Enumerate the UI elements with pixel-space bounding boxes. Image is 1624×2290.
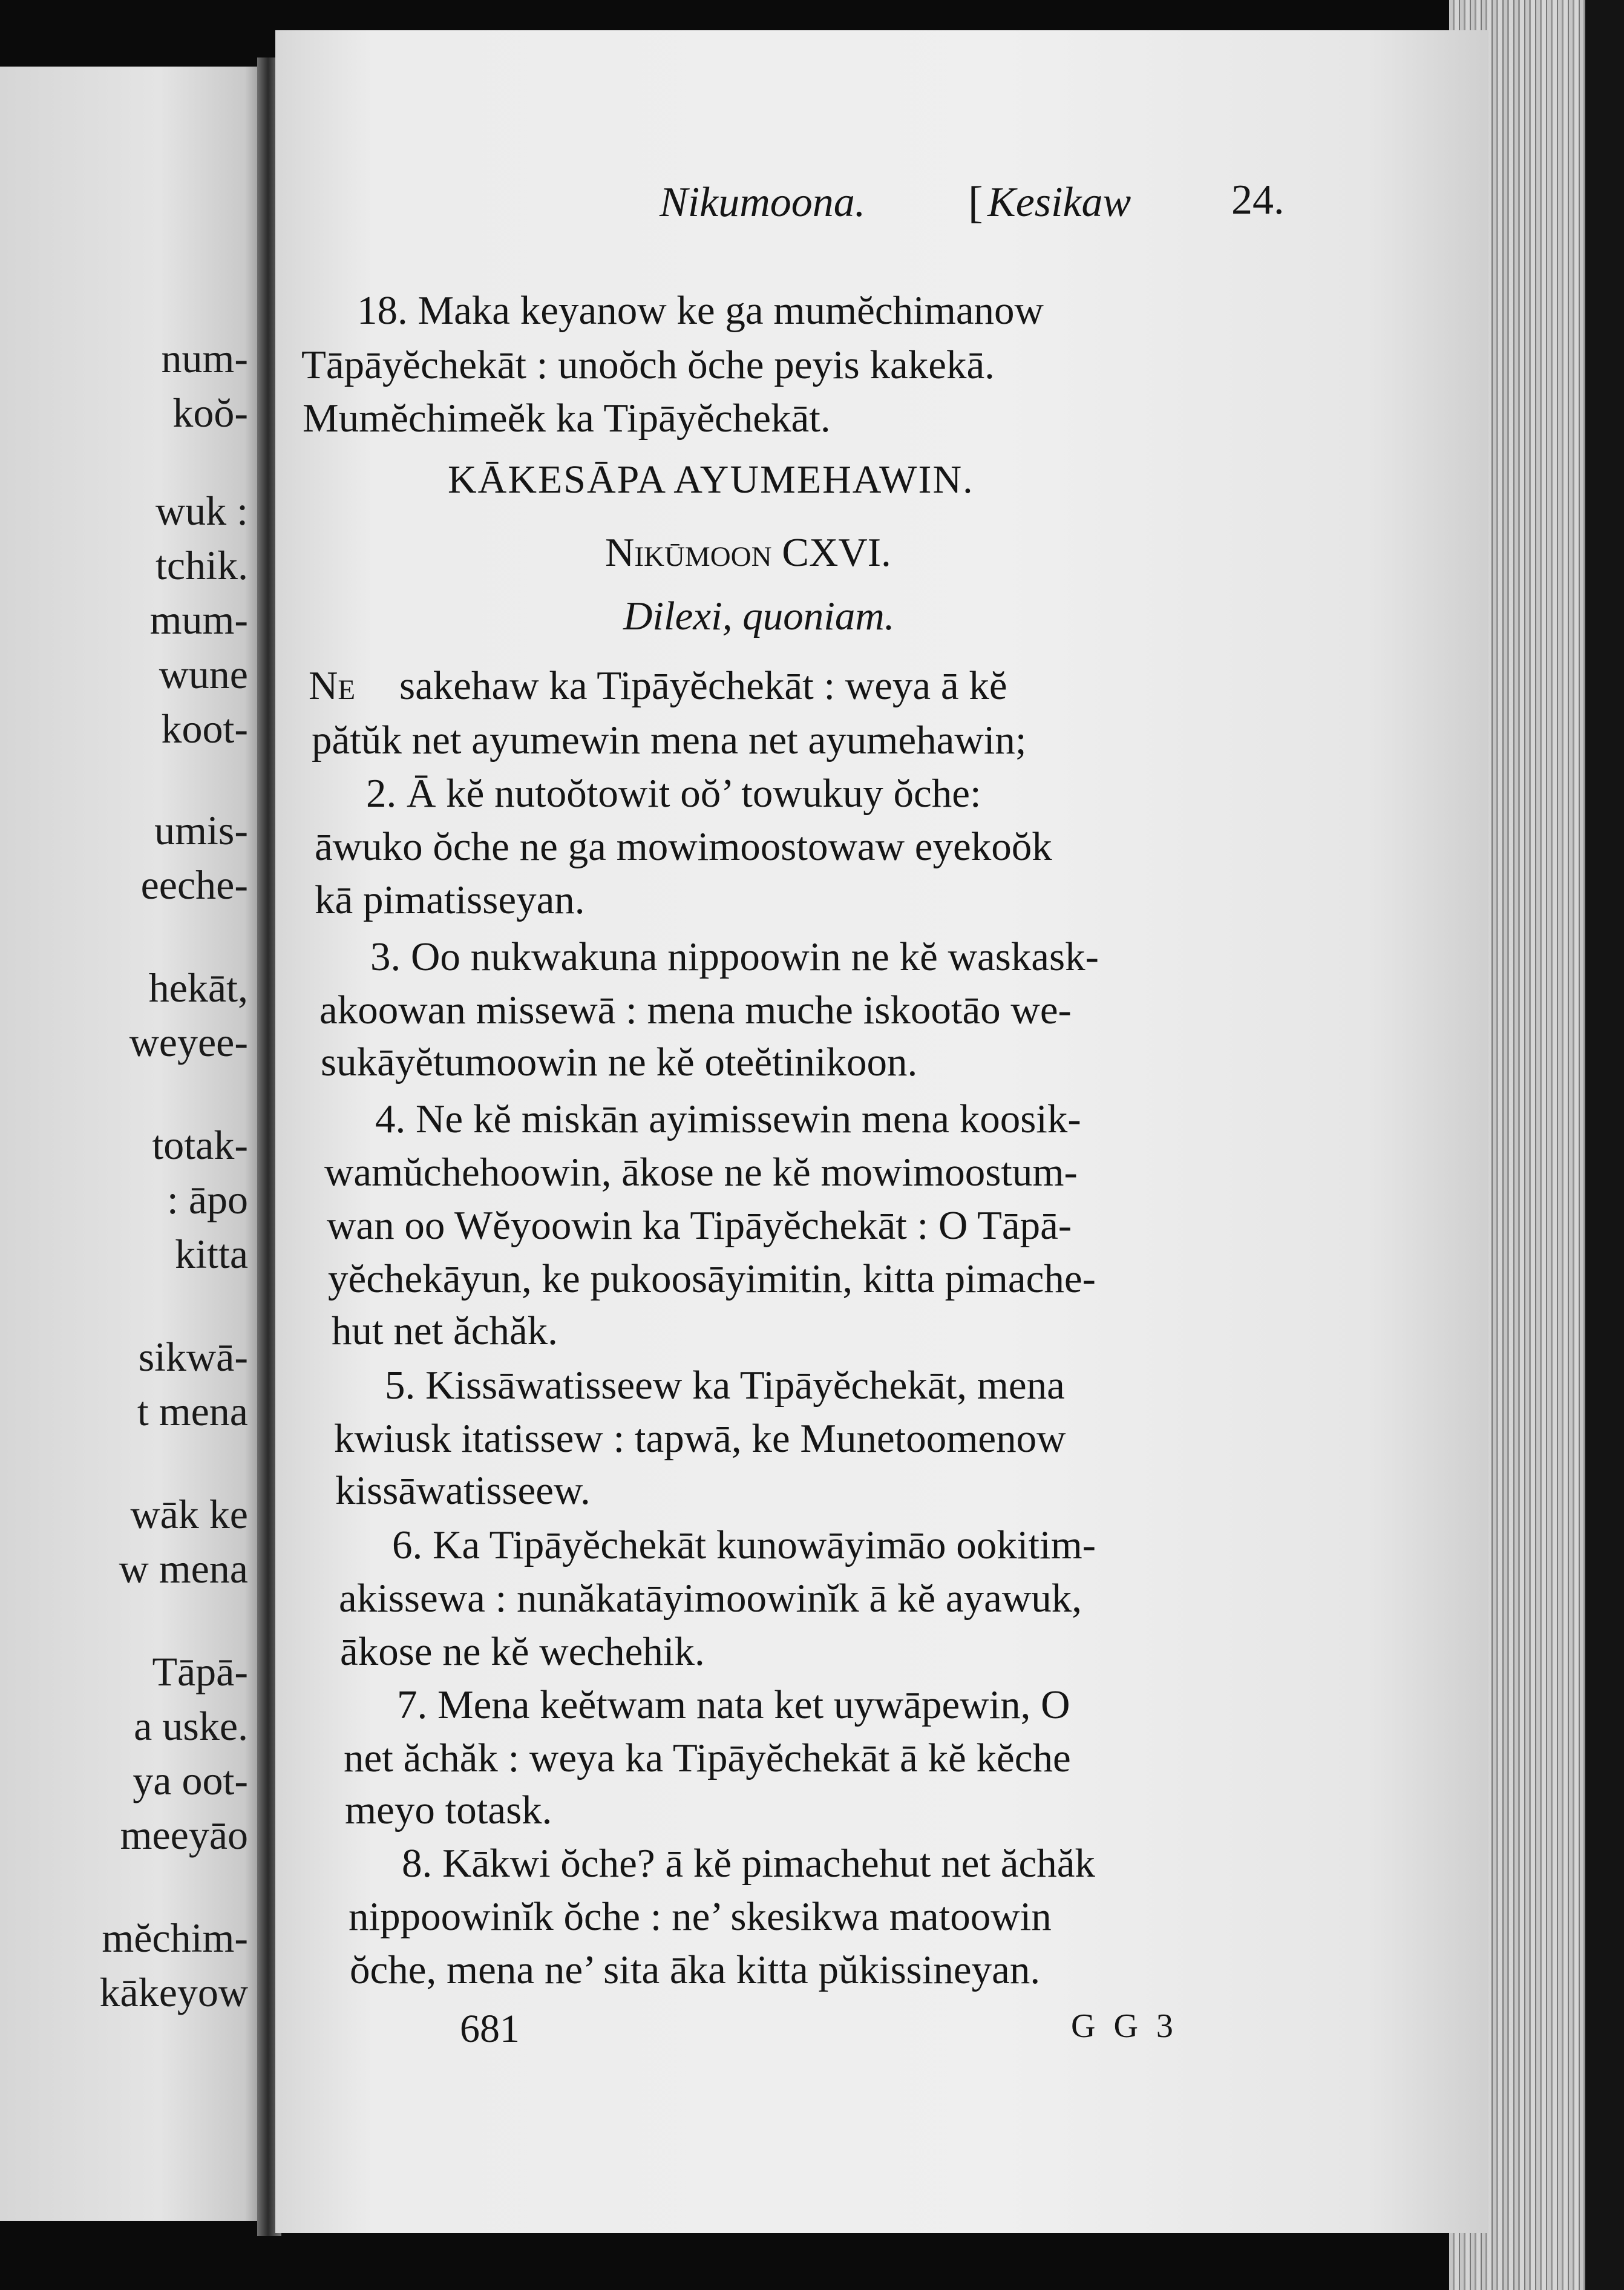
left-page-fragment: koot- xyxy=(161,706,248,752)
verse-line: 8. Kākwi ŏche? ā kĕ pimachehut net ăchăk xyxy=(402,1841,1095,1886)
left-page-fragment: weyee- xyxy=(129,1019,248,1065)
left-page-fragment: umis- xyxy=(154,807,248,853)
left-page-fragment: tchik. xyxy=(156,542,248,588)
running-header-month: Kesikaw xyxy=(987,179,1131,226)
verse-lead-word: Ne xyxy=(309,663,356,708)
left-page-fragment: mĕchim- xyxy=(102,1915,248,1961)
left-page-fragment: Tāpā- xyxy=(152,1649,248,1695)
left-page-fragment: a uske. xyxy=(134,1703,248,1749)
left-page-fragment: mum- xyxy=(149,597,248,643)
verse-line: akoowan missewā : mena muche iskootāo we- xyxy=(319,988,1072,1032)
verse-line: 6. Ka Tipāyĕchekāt kunowāyimāo ookitim- xyxy=(392,1523,1096,1567)
verse-line: 5. Kissāwatisseew ka Tipāyĕchekāt, mena xyxy=(385,1363,1065,1408)
left-page-fragment: sikwā- xyxy=(138,1334,248,1380)
verse-line: yĕchekāyun, ke pukoosāyimitin, kitta pimache- xyxy=(328,1256,1096,1301)
signature-mark: G G 3 xyxy=(1071,2007,1178,2045)
page-number: 681 xyxy=(460,2007,520,2051)
verse-line: ākose ne kĕ wechehik. xyxy=(340,1629,705,1674)
verse-line: 18. Maka keyanow ke ga mumĕchimanow xyxy=(357,288,1044,333)
section-title: KĀKESĀPA AYUMEHAWIN. xyxy=(448,458,974,502)
verse-line: kā pimatisseyan. xyxy=(315,878,585,922)
running-header-day: 24. xyxy=(1231,177,1285,223)
verse-line: sukāyĕtumoowin ne kĕ oteĕtinikoon. xyxy=(321,1040,918,1084)
left-page-fragment: hekāt, xyxy=(148,965,248,1011)
verse-line: kwiusk itatissew : tapwā, ke Munetoomenow xyxy=(334,1416,1066,1461)
verse-line: net ăchăk : weya ka Tipāyĕchekāt ā kĕ kĕche xyxy=(344,1736,1071,1780)
left-page-fragment: : āpo xyxy=(166,1176,248,1222)
left-page-fragment: t mena xyxy=(137,1388,248,1434)
left-page-fragment: kākeyow xyxy=(99,1969,248,2015)
verse-line: wan oo Wĕyoowin ka Tipāyĕchekāt : O Tāpā- xyxy=(327,1203,1072,1248)
verse-line: Mumĕchimeĕk ka Tipāyĕchekāt. xyxy=(303,396,831,441)
verse-line: ŏche, mena ne’ sita āka kitta pŭkissineyan. xyxy=(350,1947,1041,1992)
left-page-fragment: wune xyxy=(159,651,248,697)
left-page-fragment: eeche- xyxy=(140,862,248,908)
verse-line: 4. Ne kĕ miskān ayimissewin mena koosik- xyxy=(375,1097,1081,1141)
left-page-fragment: num- xyxy=(161,335,248,381)
verse-line: 7. Mena keĕtwam nata ket uywāpewin, O xyxy=(397,1682,1070,1727)
verse-line: Tāpāyĕchekāt : unoŏch ŏche peyis kakekā. xyxy=(301,343,995,387)
verse-line: 3. Oo nukwakuna nippoowin ne kĕ waskask- xyxy=(370,934,1099,979)
verse-line: akissewa : nunăkatāyimoowinĭk ā kĕ ayawuk, xyxy=(339,1576,1082,1621)
verse-line: hut net ăchăk. xyxy=(332,1308,558,1353)
latin-incipit: Dilexi, quoniam. xyxy=(623,594,895,638)
verse-line: kissāwatisseew. xyxy=(335,1468,591,1513)
verse-line: 2. Ā kĕ nutoŏtowit oŏ’ towukuy ŏche: xyxy=(366,771,981,816)
verse-line: sakehaw ka Tipāyĕchekāt : weya ā kĕ xyxy=(399,663,1007,708)
left-page-fragment: koŏ- xyxy=(172,390,248,436)
verse-line: nippoowinĭk ŏche : ne’ skesikwa matoowin xyxy=(349,1894,1052,1939)
psalm-label: Nikūmoon CXVI. xyxy=(605,530,891,575)
left-page-fragment: meeyāo xyxy=(120,1812,248,1858)
verse-line: pătŭk net ayumewin mena net ayumehawin; xyxy=(312,718,1027,763)
left-page xyxy=(0,67,266,2221)
verse-line: wamŭchehoowin, ākose ne kĕ mowimoostum- xyxy=(324,1150,1078,1195)
running-header-bracket: [ xyxy=(968,178,983,228)
verse-line: āwuko ŏche ne ga mowimoostowaw eyekoŏk xyxy=(315,824,1052,869)
verse-line: meyo totask. xyxy=(345,1788,552,1832)
left-page-fragment: ya oot- xyxy=(133,1757,248,1803)
left-page-fragment: totak- xyxy=(152,1122,248,1168)
left-page-fragment: kitta xyxy=(175,1231,248,1277)
left-page-fragment: w mena xyxy=(119,1546,248,1592)
running-header-title: Nikumoona. xyxy=(660,179,866,226)
left-page-fragment: wāk ke xyxy=(130,1491,248,1537)
left-page-fragment: wuk : xyxy=(156,488,248,534)
